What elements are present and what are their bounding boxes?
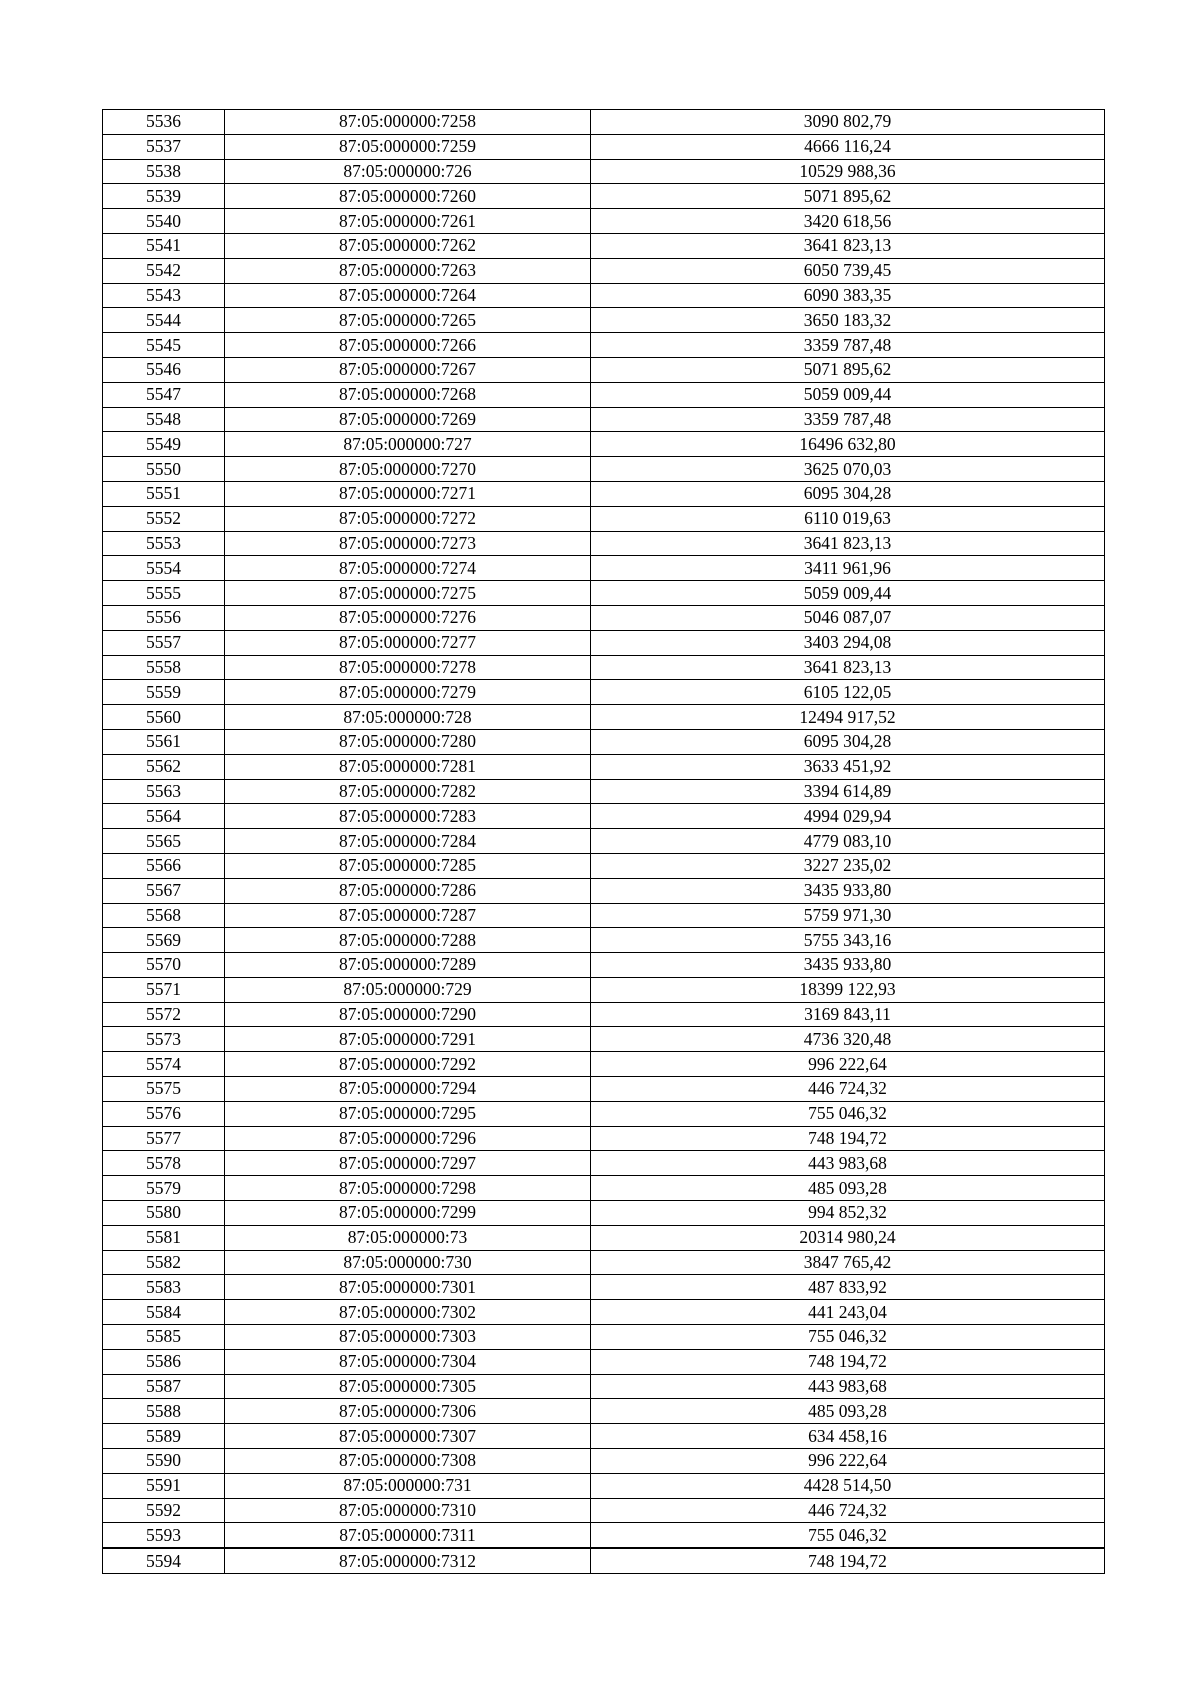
row-number-cell: 5576 bbox=[103, 1101, 225, 1126]
cadastral-value-cell: 4779 083,10 bbox=[591, 829, 1105, 854]
cadastral-number-cell: 87:05:000000:7280 bbox=[225, 729, 591, 754]
table-row bbox=[103, 1374, 1105, 1399]
row-number-cell: 5571 bbox=[103, 977, 225, 1002]
cadastral-number-cell: 87:05:000000:7269 bbox=[225, 407, 591, 432]
cadastral-value-cell: 748 194,72 bbox=[591, 1548, 1105, 1573]
cadastral-value-cell: 20314 980,24 bbox=[591, 1225, 1105, 1250]
cadastral-value-cell: 3169 843,11 bbox=[591, 1002, 1105, 1027]
cadastral-value-cell: 3227 235,02 bbox=[591, 853, 1105, 878]
table-row bbox=[103, 928, 1105, 953]
cadastral-number-cell: 87:05:000000:7302 bbox=[225, 1300, 591, 1325]
cadastral-number-cell: 87:05:000000:726 bbox=[225, 159, 591, 184]
table-row bbox=[103, 680, 1105, 705]
cadastral-value-cell: 996 222,64 bbox=[591, 1449, 1105, 1474]
table-row bbox=[103, 1498, 1105, 1523]
table-row bbox=[103, 1399, 1105, 1424]
cadastral-number-cell: 87:05:000000:7267 bbox=[225, 357, 591, 382]
cadastral-number-cell: 87:05:000000:7304 bbox=[225, 1349, 591, 1374]
cadastral-value-cell: 16496 632,80 bbox=[591, 432, 1105, 457]
cadastral-value-cell: 755 046,32 bbox=[591, 1325, 1105, 1350]
table-row bbox=[103, 357, 1105, 382]
cadastral-value-cell: 755 046,32 bbox=[591, 1101, 1105, 1126]
cadastral-number-cell: 87:05:000000:728 bbox=[225, 705, 591, 730]
cadastral-number-cell: 87:05:000000:7294 bbox=[225, 1077, 591, 1102]
cadastral-number-cell: 87:05:000000:7279 bbox=[225, 680, 591, 705]
table-row bbox=[103, 159, 1105, 184]
table-row bbox=[103, 382, 1105, 407]
cadastral-value-cell: 3090 802,79 bbox=[591, 110, 1105, 135]
row-number-cell: 5582 bbox=[103, 1250, 225, 1275]
cadastral-value-cell: 4994 029,94 bbox=[591, 804, 1105, 829]
cadastral-number-cell: 87:05:000000:7259 bbox=[225, 134, 591, 159]
table-row bbox=[103, 853, 1105, 878]
row-number-cell: 5536 bbox=[103, 110, 225, 135]
table-row bbox=[103, 1275, 1105, 1300]
cadastral-number-cell: 87:05:000000:729 bbox=[225, 977, 591, 1002]
cadastral-number-cell: 87:05:000000:73 bbox=[225, 1225, 591, 1250]
cadastral-number-cell: 87:05:000000:7275 bbox=[225, 581, 591, 606]
row-number-cell: 5581 bbox=[103, 1225, 225, 1250]
table-row bbox=[103, 1002, 1105, 1027]
cadastral-value-cell: 4666 116,24 bbox=[591, 134, 1105, 159]
cadastral-number-cell: 87:05:000000:7264 bbox=[225, 283, 591, 308]
cadastral-value-cell: 3641 823,13 bbox=[591, 531, 1105, 556]
table-row bbox=[103, 258, 1105, 283]
cadastral-number-cell: 87:05:000000:7310 bbox=[225, 1498, 591, 1523]
table-row bbox=[103, 1325, 1105, 1350]
row-number-cell: 5548 bbox=[103, 407, 225, 432]
row-number-cell: 5594 bbox=[103, 1548, 225, 1573]
cadastral-number-cell: 87:05:000000:7283 bbox=[225, 804, 591, 829]
cadastral-number-cell: 87:05:000000:7296 bbox=[225, 1126, 591, 1151]
row-number-cell: 5549 bbox=[103, 432, 225, 457]
cadastral-value-cell: 3641 823,13 bbox=[591, 233, 1105, 258]
cadastral-value-cell: 6050 739,45 bbox=[591, 258, 1105, 283]
cadastral-value-cell: 3394 614,89 bbox=[591, 779, 1105, 804]
table-row bbox=[103, 184, 1105, 209]
cadastral-value-cell: 3650 183,32 bbox=[591, 308, 1105, 333]
cadastral-value-cell: 6105 122,05 bbox=[591, 680, 1105, 705]
cadastral-value-cell: 5755 343,16 bbox=[591, 928, 1105, 953]
row-number-cell: 5586 bbox=[103, 1349, 225, 1374]
cadastral-number-cell: 87:05:000000:7306 bbox=[225, 1399, 591, 1424]
cadastral-value-cell: 3435 933,80 bbox=[591, 878, 1105, 903]
row-number-cell: 5587 bbox=[103, 1374, 225, 1399]
cadastral-number-cell: 87:05:000000:7287 bbox=[225, 903, 591, 928]
row-number-cell: 5569 bbox=[103, 928, 225, 953]
row-number-cell: 5546 bbox=[103, 357, 225, 382]
table-row bbox=[103, 457, 1105, 482]
cadastral-number-cell: 87:05:000000:7272 bbox=[225, 506, 591, 531]
table-row bbox=[103, 977, 1105, 1002]
cadastral-value-cell: 4736 320,48 bbox=[591, 1027, 1105, 1052]
table-row bbox=[103, 1126, 1105, 1151]
row-number-cell: 5574 bbox=[103, 1052, 225, 1077]
table-body bbox=[103, 110, 1105, 1574]
cadastral-number-cell: 87:05:000000:7274 bbox=[225, 556, 591, 581]
table-row bbox=[103, 308, 1105, 333]
cadastral-number-cell: 87:05:000000:7286 bbox=[225, 878, 591, 903]
table-row bbox=[103, 903, 1105, 928]
row-number-cell: 5561 bbox=[103, 729, 225, 754]
table-row bbox=[103, 581, 1105, 606]
row-number-cell: 5563 bbox=[103, 779, 225, 804]
row-number-cell: 5544 bbox=[103, 308, 225, 333]
table-row bbox=[103, 804, 1105, 829]
row-number-cell: 5578 bbox=[103, 1151, 225, 1176]
cadastral-value-cell: 4428 514,50 bbox=[591, 1473, 1105, 1498]
cadastral-number-cell: 87:05:000000:7273 bbox=[225, 531, 591, 556]
cadastral-number-cell: 87:05:000000:7295 bbox=[225, 1101, 591, 1126]
cadastral-number-cell: 87:05:000000:7277 bbox=[225, 630, 591, 655]
cadastral-number-cell: 87:05:000000:7308 bbox=[225, 1449, 591, 1474]
row-number-cell: 5550 bbox=[103, 457, 225, 482]
row-number-cell: 5585 bbox=[103, 1325, 225, 1350]
row-number-cell: 5589 bbox=[103, 1424, 225, 1449]
cadastral-value-cell: 3411 961,96 bbox=[591, 556, 1105, 581]
cadastral-number-cell: 87:05:000000:7258 bbox=[225, 110, 591, 135]
cadastral-number-cell: 87:05:000000:7307 bbox=[225, 1424, 591, 1449]
cadastral-number-cell: 87:05:000000:7290 bbox=[225, 1002, 591, 1027]
table-row bbox=[103, 407, 1105, 432]
row-number-cell: 5565 bbox=[103, 829, 225, 854]
row-number-cell: 5540 bbox=[103, 209, 225, 234]
cadastral-number-cell: 87:05:000000:7299 bbox=[225, 1201, 591, 1226]
cadastral-number-cell: 87:05:000000:7260 bbox=[225, 184, 591, 209]
cadastral-number-cell: 87:05:000000:7285 bbox=[225, 853, 591, 878]
row-number-cell: 5573 bbox=[103, 1027, 225, 1052]
row-number-cell: 5537 bbox=[103, 134, 225, 159]
cadastral-number-cell: 87:05:000000:7288 bbox=[225, 928, 591, 953]
cadastral-value-cell: 10529 988,36 bbox=[591, 159, 1105, 184]
table-row bbox=[103, 481, 1105, 506]
cadastral-value-cell: 3359 787,48 bbox=[591, 407, 1105, 432]
cadastral-number-cell: 87:05:000000:7278 bbox=[225, 655, 591, 680]
row-number-cell: 5579 bbox=[103, 1176, 225, 1201]
cadastral-value-cell: 3435 933,80 bbox=[591, 953, 1105, 978]
table-row bbox=[103, 1473, 1105, 1498]
table-row bbox=[103, 1250, 1105, 1275]
cadastral-value-cell: 994 852,32 bbox=[591, 1201, 1105, 1226]
table-row bbox=[103, 1151, 1105, 1176]
table-row bbox=[103, 779, 1105, 804]
cadastral-number-cell: 87:05:000000:7305 bbox=[225, 1374, 591, 1399]
table-row bbox=[103, 705, 1105, 730]
cadastral-value-cell: 3847 765,42 bbox=[591, 1250, 1105, 1275]
table-row bbox=[103, 1077, 1105, 1102]
row-number-cell: 5557 bbox=[103, 630, 225, 655]
cadastral-value-cell: 485 093,28 bbox=[591, 1399, 1105, 1424]
row-number-cell: 5580 bbox=[103, 1201, 225, 1226]
table-row bbox=[103, 953, 1105, 978]
row-number-cell: 5562 bbox=[103, 754, 225, 779]
cadastral-value-cell: 443 983,68 bbox=[591, 1151, 1105, 1176]
row-number-cell: 5590 bbox=[103, 1449, 225, 1474]
row-number-cell: 5559 bbox=[103, 680, 225, 705]
table-row bbox=[103, 1225, 1105, 1250]
cadastral-number-cell: 87:05:000000:7261 bbox=[225, 209, 591, 234]
row-number-cell: 5564 bbox=[103, 804, 225, 829]
cadastral-number-cell: 87:05:000000:731 bbox=[225, 1473, 591, 1498]
row-number-cell: 5543 bbox=[103, 283, 225, 308]
cadastral-number-cell: 87:05:000000:7284 bbox=[225, 829, 591, 854]
table-row bbox=[103, 1201, 1105, 1226]
table-row bbox=[103, 1548, 1105, 1573]
table-row bbox=[103, 1449, 1105, 1474]
row-number-cell: 5568 bbox=[103, 903, 225, 928]
row-number-cell: 5538 bbox=[103, 159, 225, 184]
row-number-cell: 5567 bbox=[103, 878, 225, 903]
cadastral-value-cell: 3641 823,13 bbox=[591, 655, 1105, 680]
row-number-cell: 5545 bbox=[103, 333, 225, 358]
cadastral-value-cell: 3359 787,48 bbox=[591, 333, 1105, 358]
table-row bbox=[103, 209, 1105, 234]
table-row bbox=[103, 134, 1105, 159]
cadastral-number-cell: 87:05:000000:7289 bbox=[225, 953, 591, 978]
row-number-cell: 5552 bbox=[103, 506, 225, 531]
cadastral-value-cell: 446 724,32 bbox=[591, 1498, 1105, 1523]
cadastral-value-cell: 446 724,32 bbox=[591, 1077, 1105, 1102]
cadastral-value-cell: 12494 917,52 bbox=[591, 705, 1105, 730]
cadastral-value-cell: 5071 895,62 bbox=[591, 357, 1105, 382]
row-number-cell: 5577 bbox=[103, 1126, 225, 1151]
row-number-cell: 5542 bbox=[103, 258, 225, 283]
row-number-cell: 5558 bbox=[103, 655, 225, 680]
cadastral-value-cell: 996 222,64 bbox=[591, 1052, 1105, 1077]
row-number-cell: 5539 bbox=[103, 184, 225, 209]
row-number-cell: 5551 bbox=[103, 481, 225, 506]
row-number-cell: 5547 bbox=[103, 382, 225, 407]
cadastral-number-cell: 87:05:000000:7312 bbox=[225, 1548, 591, 1573]
cadastral-number-cell: 87:05:000000:7281 bbox=[225, 754, 591, 779]
cadastral-number-cell: 87:05:000000:7311 bbox=[225, 1523, 591, 1548]
cadastral-value-cell: 6110 019,63 bbox=[591, 506, 1105, 531]
row-number-cell: 5583 bbox=[103, 1275, 225, 1300]
cadastral-number-cell: 87:05:000000:7262 bbox=[225, 233, 591, 258]
cadastral-number-cell: 87:05:000000:7266 bbox=[225, 333, 591, 358]
cadastral-value-cell: 3633 451,92 bbox=[591, 754, 1105, 779]
row-number-cell: 5570 bbox=[103, 953, 225, 978]
cadastral-value-cell: 5071 895,62 bbox=[591, 184, 1105, 209]
cadastral-value-cell: 18399 122,93 bbox=[591, 977, 1105, 1002]
cadastral-number-cell: 87:05:000000:730 bbox=[225, 1250, 591, 1275]
cadastral-number-cell: 87:05:000000:7301 bbox=[225, 1275, 591, 1300]
cadastral-number-cell: 87:05:000000:7271 bbox=[225, 481, 591, 506]
cadastral-value-cell: 5059 009,44 bbox=[591, 581, 1105, 606]
table-row bbox=[103, 630, 1105, 655]
cadastral-value-cell: 443 983,68 bbox=[591, 1374, 1105, 1399]
cadastral-value-cell: 441 243,04 bbox=[591, 1300, 1105, 1325]
row-number-cell: 5560 bbox=[103, 705, 225, 730]
table-row bbox=[103, 432, 1105, 457]
cadastral-number-cell: 87:05:000000:727 bbox=[225, 432, 591, 457]
cadastral-value-cell: 3403 294,08 bbox=[591, 630, 1105, 655]
cadastral-number-cell: 87:05:000000:7268 bbox=[225, 382, 591, 407]
row-number-cell: 5588 bbox=[103, 1399, 225, 1424]
table-row bbox=[103, 655, 1105, 680]
row-number-cell: 5553 bbox=[103, 531, 225, 556]
row-number-cell: 5592 bbox=[103, 1498, 225, 1523]
table-row bbox=[103, 506, 1105, 531]
table-row bbox=[103, 878, 1105, 903]
table-row bbox=[103, 754, 1105, 779]
cadastral-number-cell: 87:05:000000:7265 bbox=[225, 308, 591, 333]
table-row bbox=[103, 1101, 1105, 1126]
table-row bbox=[103, 1424, 1105, 1449]
cadastral-number-cell: 87:05:000000:7297 bbox=[225, 1151, 591, 1176]
cadastral-number-cell: 87:05:000000:7292 bbox=[225, 1052, 591, 1077]
cadastral-value-cell: 748 194,72 bbox=[591, 1126, 1105, 1151]
row-number-cell: 5554 bbox=[103, 556, 225, 581]
cadastral-value-cell: 6090 383,35 bbox=[591, 283, 1105, 308]
row-number-cell: 5572 bbox=[103, 1002, 225, 1027]
row-number-cell: 5575 bbox=[103, 1077, 225, 1102]
row-number-cell: 5593 bbox=[103, 1523, 225, 1548]
cadastral-value-cell: 5046 087,07 bbox=[591, 605, 1105, 630]
table-row bbox=[103, 1052, 1105, 1077]
cadastral-number-cell: 87:05:000000:7270 bbox=[225, 457, 591, 482]
row-number-cell: 5566 bbox=[103, 853, 225, 878]
table-row bbox=[103, 110, 1105, 135]
cadastral-number-cell: 87:05:000000:7291 bbox=[225, 1027, 591, 1052]
table-row bbox=[103, 1349, 1105, 1374]
cadastral-value-cell: 3420 618,56 bbox=[591, 209, 1105, 234]
table-row bbox=[103, 729, 1105, 754]
row-number-cell: 5556 bbox=[103, 605, 225, 630]
cadastral-value-cell: 485 093,28 bbox=[591, 1176, 1105, 1201]
cadastral-value-cell: 5759 971,30 bbox=[591, 903, 1105, 928]
table-row bbox=[103, 829, 1105, 854]
row-number-cell: 5584 bbox=[103, 1300, 225, 1325]
table-row bbox=[103, 1176, 1105, 1201]
cadastral-value-cell: 487 833,92 bbox=[591, 1275, 1105, 1300]
cadastral-value-cell: 3625 070,03 bbox=[591, 457, 1105, 482]
row-number-cell: 5541 bbox=[103, 233, 225, 258]
table-row bbox=[103, 1300, 1105, 1325]
row-number-cell: 5591 bbox=[103, 1473, 225, 1498]
table-row bbox=[103, 233, 1105, 258]
cadastral-value-cell: 6095 304,28 bbox=[591, 481, 1105, 506]
cadastral-number-cell: 87:05:000000:7276 bbox=[225, 605, 591, 630]
cadastral-value-table bbox=[102, 109, 1105, 1574]
row-number-cell: 5555 bbox=[103, 581, 225, 606]
cadastral-value-cell: 634 458,16 bbox=[591, 1424, 1105, 1449]
table-row bbox=[103, 1027, 1105, 1052]
table-row bbox=[103, 556, 1105, 581]
cadastral-number-cell: 87:05:000000:7298 bbox=[225, 1176, 591, 1201]
cadastral-number-cell: 87:05:000000:7303 bbox=[225, 1325, 591, 1350]
cadastral-value-cell: 748 194,72 bbox=[591, 1349, 1105, 1374]
table-row bbox=[103, 605, 1105, 630]
table-row bbox=[103, 283, 1105, 308]
cadastral-number-cell: 87:05:000000:7263 bbox=[225, 258, 591, 283]
table-row bbox=[103, 531, 1105, 556]
cadastral-value-cell: 5059 009,44 bbox=[591, 382, 1105, 407]
table-row bbox=[103, 1523, 1105, 1548]
table-row bbox=[103, 333, 1105, 358]
cadastral-value-cell: 6095 304,28 bbox=[591, 729, 1105, 754]
cadastral-number-cell: 87:05:000000:7282 bbox=[225, 779, 591, 804]
cadastral-value-cell: 755 046,32 bbox=[591, 1523, 1105, 1548]
